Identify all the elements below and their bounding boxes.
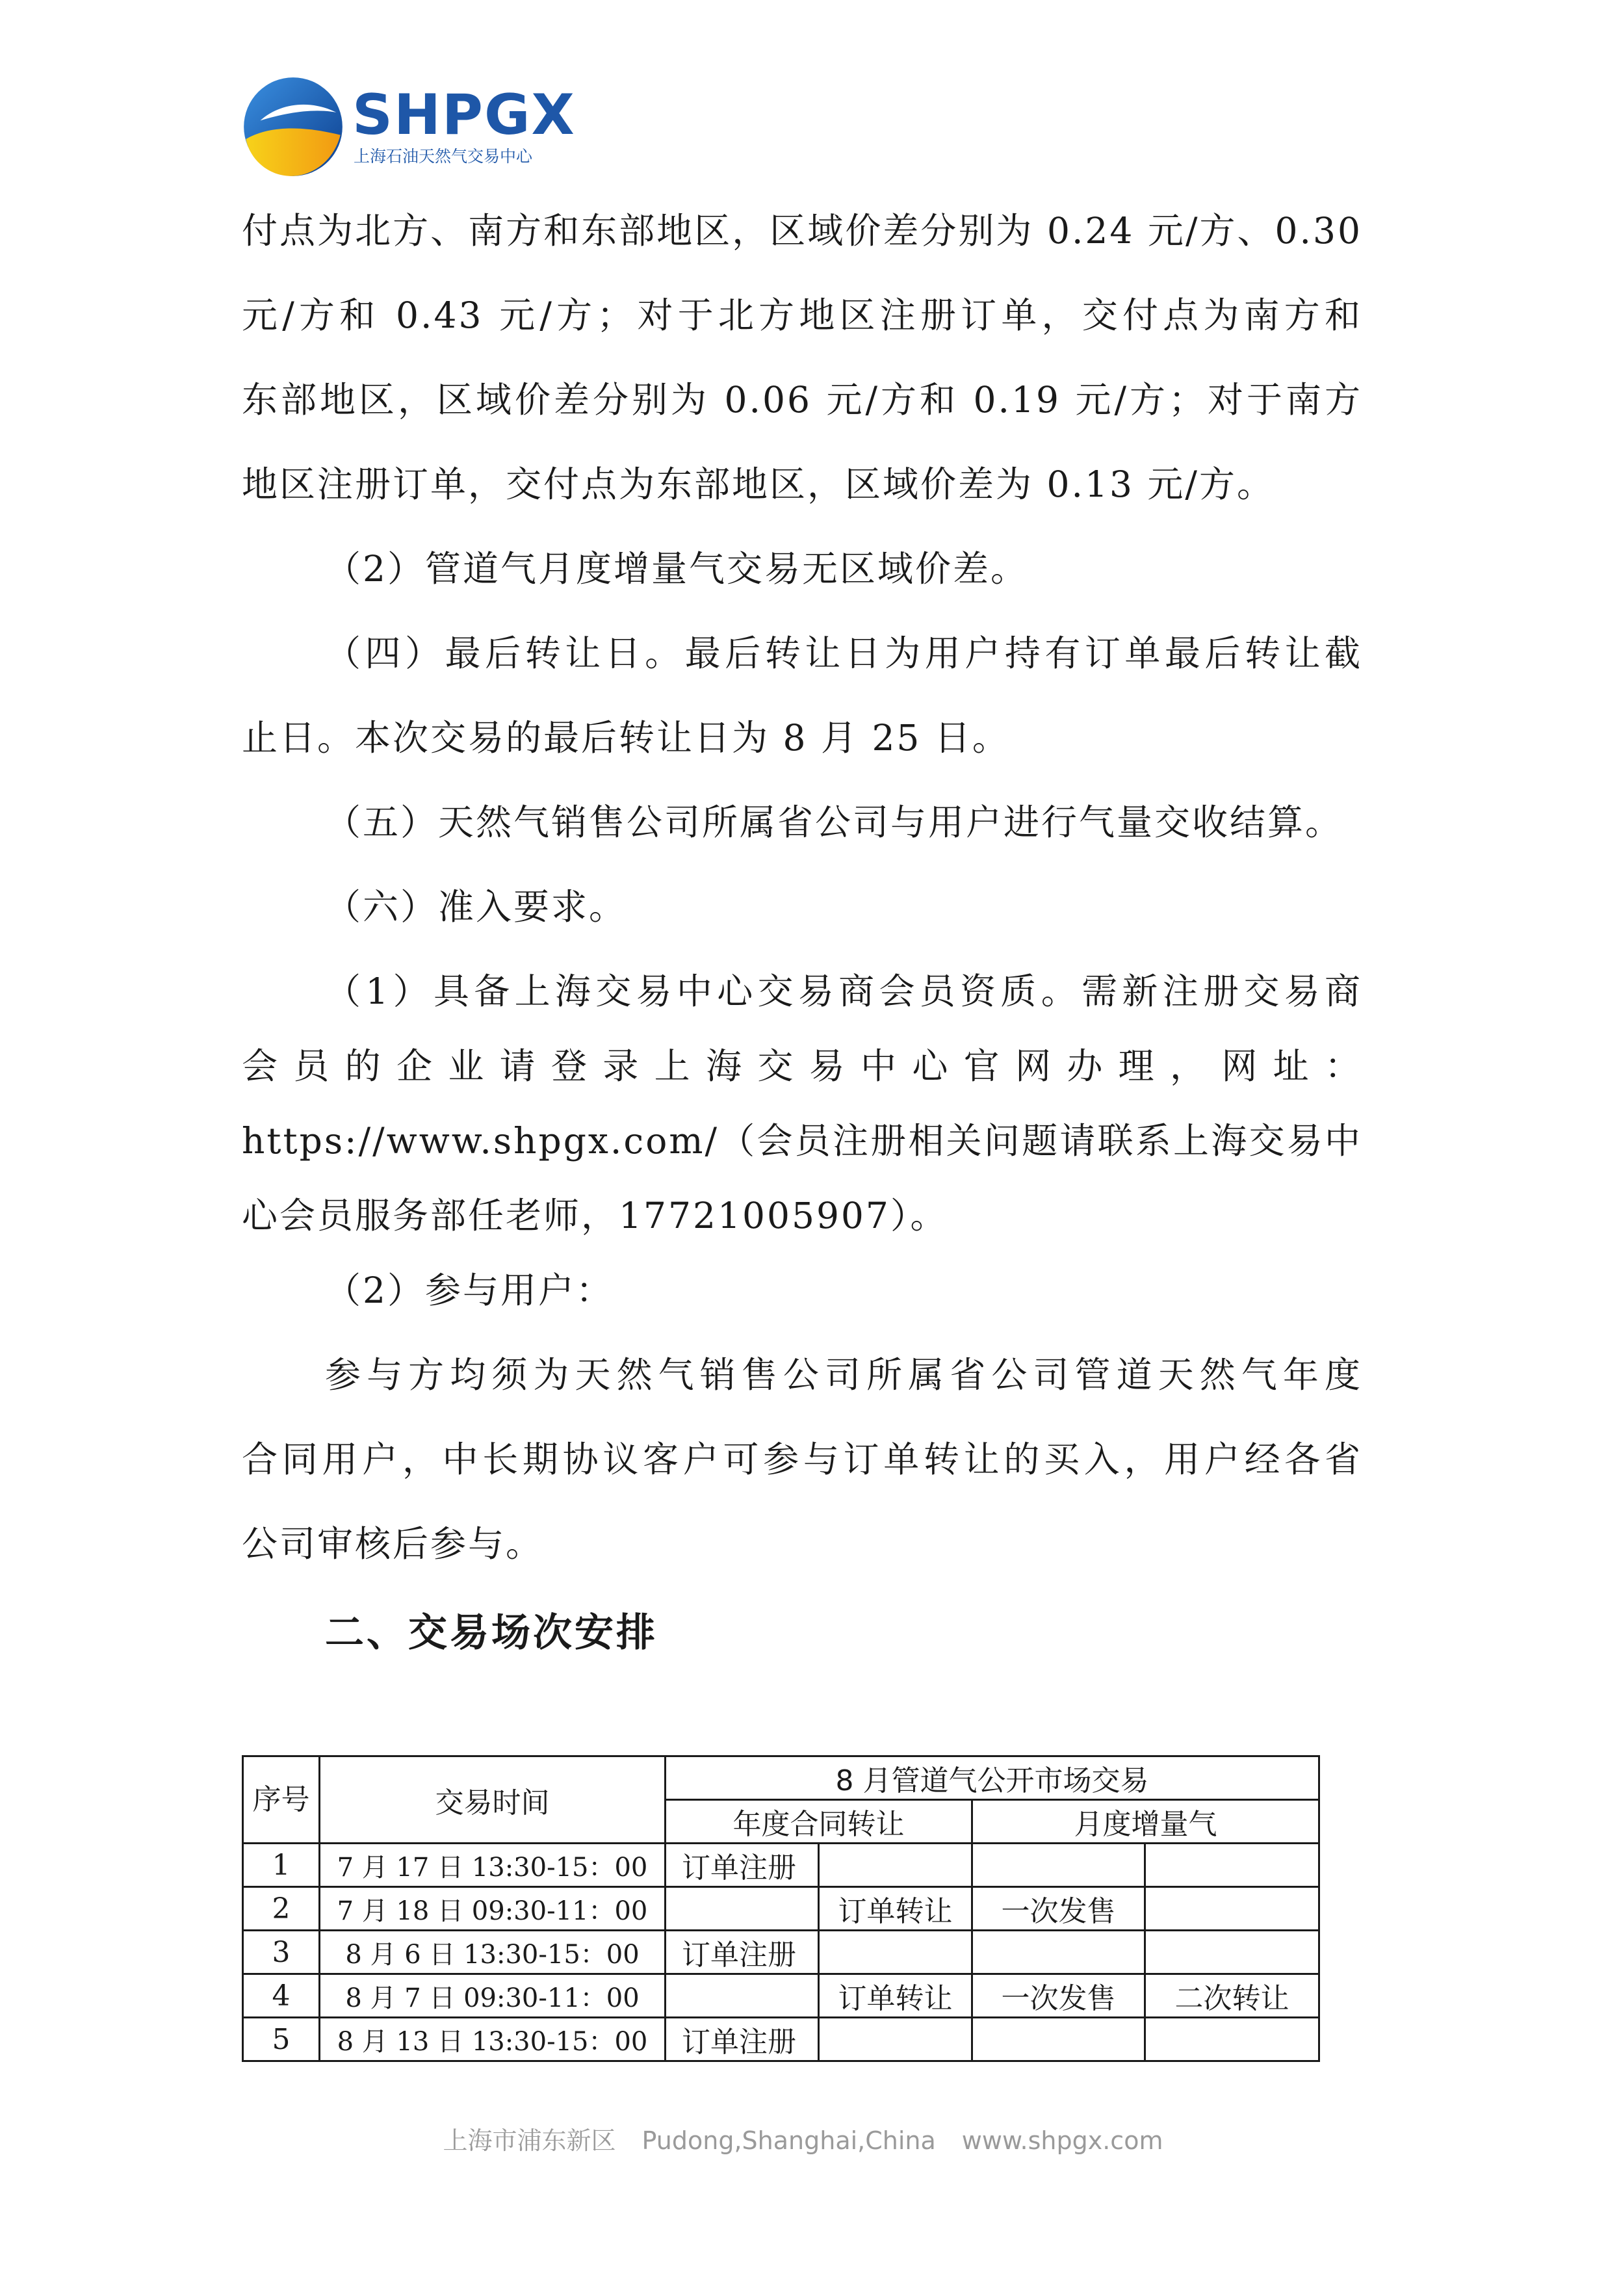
cell-serial: 3 <box>243 1931 320 1974</box>
cell-serial: 4 <box>243 1974 320 2018</box>
header-group: 8 月管道气公开市场交易 <box>666 1756 1319 1800</box>
cell-monthly-second <box>1145 2018 1319 2061</box>
paragraph-line: 元/方和 0.43 元/方；对于北方地区注册订单，交付点为南方和 <box>242 294 1362 336</box>
schedule-table <box>242 1755 1320 2062</box>
paragraph-line: （五）天然气销售公司所属省公司与用户进行气量交收结算。 <box>325 802 1343 843</box>
table-row <box>243 2018 1319 2061</box>
cell-monthly-first <box>972 2018 1145 2061</box>
header-time: 交易时间 <box>320 1756 666 1844</box>
table-row <box>243 1887 1319 1931</box>
cell-serial: 2 <box>243 1887 320 1931</box>
table-row <box>243 1931 1319 1974</box>
header-monthly: 月度增量气 <box>972 1800 1319 1844</box>
logo-subtitle: 上海石油天然气交易中心 <box>354 147 533 166</box>
cell-annual-transfer <box>819 1844 972 1887</box>
paragraph-line: （1）具备上海交易中心交易商会员资质。需新注册交易商 <box>325 971 1362 1012</box>
cell-monthly-first <box>972 1844 1145 1887</box>
footer-location: Pudong,Shanghai,China <box>641 2126 936 2155</box>
cell-time: 7 月 17 日 13:30-15：00 <box>320 1844 666 1887</box>
paragraph-line: （四）最后转让日。最后转让日为用户持有订单最后转让截 <box>325 633 1362 674</box>
footer-address: 上海市浦东新区 <box>443 2126 616 2155</box>
paragraph-line: （2）参与用户： <box>325 1270 614 1311</box>
table-header-row <box>243 1756 1319 1800</box>
paragraph-line: https://www.shpgx.com/（会员注册相关问题请联系上海交易中 <box>242 1120 1362 1162</box>
paragraph-line: 心会员服务部任老师，17721005907）。 <box>242 1195 948 1236</box>
section-heading: 二、交易场次安排 <box>325 1610 658 1656</box>
cell-time: 8 月 13 日 13:30-15：00 <box>320 2018 666 2061</box>
cell-monthly-first <box>972 1931 1145 1974</box>
cell-annual-transfer: 订单转让 <box>819 1974 972 2018</box>
paragraph-line: （2）管道气月度增量气交易无区域价差。 <box>325 548 1028 590</box>
logo-globe-icon <box>242 75 344 178</box>
page-footer <box>0 2120 1606 2156</box>
shpgx-logo <box>242 75 576 179</box>
cell-annual-register <box>666 1974 819 2018</box>
cell-annual-transfer <box>819 1931 972 1974</box>
cell-monthly-first: 一次发售 <box>972 1974 1145 2018</box>
cell-serial: 5 <box>243 2018 320 2061</box>
cell-annual-transfer: 订单转让 <box>819 1887 972 1931</box>
paragraph-line: 公司审核后参与。 <box>242 1523 544 1565</box>
logo-name: SHPGX <box>352 83 576 148</box>
footer-website: www.shpgx.com <box>961 2126 1163 2155</box>
paragraph-line: 付点为北方、南方和东部地区，区域价差分别为 0.24 元/方、0.30 <box>242 210 1362 252</box>
paragraph-line: 地区注册订单，交付点为东部地区，区域价差为 0.13 元/方。 <box>242 463 1275 505</box>
header-annual: 年度合同转让 <box>666 1800 972 1844</box>
paragraph-line: （六）准入要求。 <box>325 886 627 928</box>
cell-time: 8 月 7 日 09:30-11：00 <box>320 1974 666 2018</box>
cell-monthly-second <box>1145 1887 1319 1931</box>
table-row <box>243 1844 1319 1887</box>
cell-time: 8 月 6 日 13:30-15：00 <box>320 1931 666 1974</box>
cell-annual-register <box>666 1887 819 1931</box>
paragraph-line: 合同用户，中长期协议客户可参与订单转让的买入，用户经各省 <box>242 1439 1362 1480</box>
cell-annual-register: 订单注册 <box>666 1931 819 1974</box>
cell-annual-register: 订单注册 <box>666 2018 819 2061</box>
table-row <box>243 1974 1319 2018</box>
paragraph-line: 会员的企业请登录上海交易中心官网办理，网址： <box>242 1045 1362 1087</box>
cell-monthly-second <box>1145 1931 1319 1974</box>
cell-annual-transfer <box>819 2018 972 2061</box>
cell-monthly-second: 二次转让 <box>1145 1974 1319 2018</box>
paragraph-line: 东部地区，区域价差分别为 0.06 元/方和 0.19 元/方；对于南方 <box>242 379 1362 421</box>
cell-monthly-first: 一次发售 <box>972 1887 1145 1931</box>
paragraph-line: 止日。本次交易的最后转让日为 8 月 25 日。 <box>242 717 1010 759</box>
paragraph-line: 参与方均须为天然气销售公司所属省公司管道天然气年度 <box>325 1354 1362 1396</box>
cell-monthly-second <box>1145 1844 1319 1887</box>
cell-serial: 1 <box>243 1844 320 1887</box>
cell-annual-register: 订单注册 <box>666 1844 819 1887</box>
header-serial: 序号 <box>243 1756 320 1844</box>
cell-time: 7 月 18 日 09:30-11：00 <box>320 1887 666 1931</box>
